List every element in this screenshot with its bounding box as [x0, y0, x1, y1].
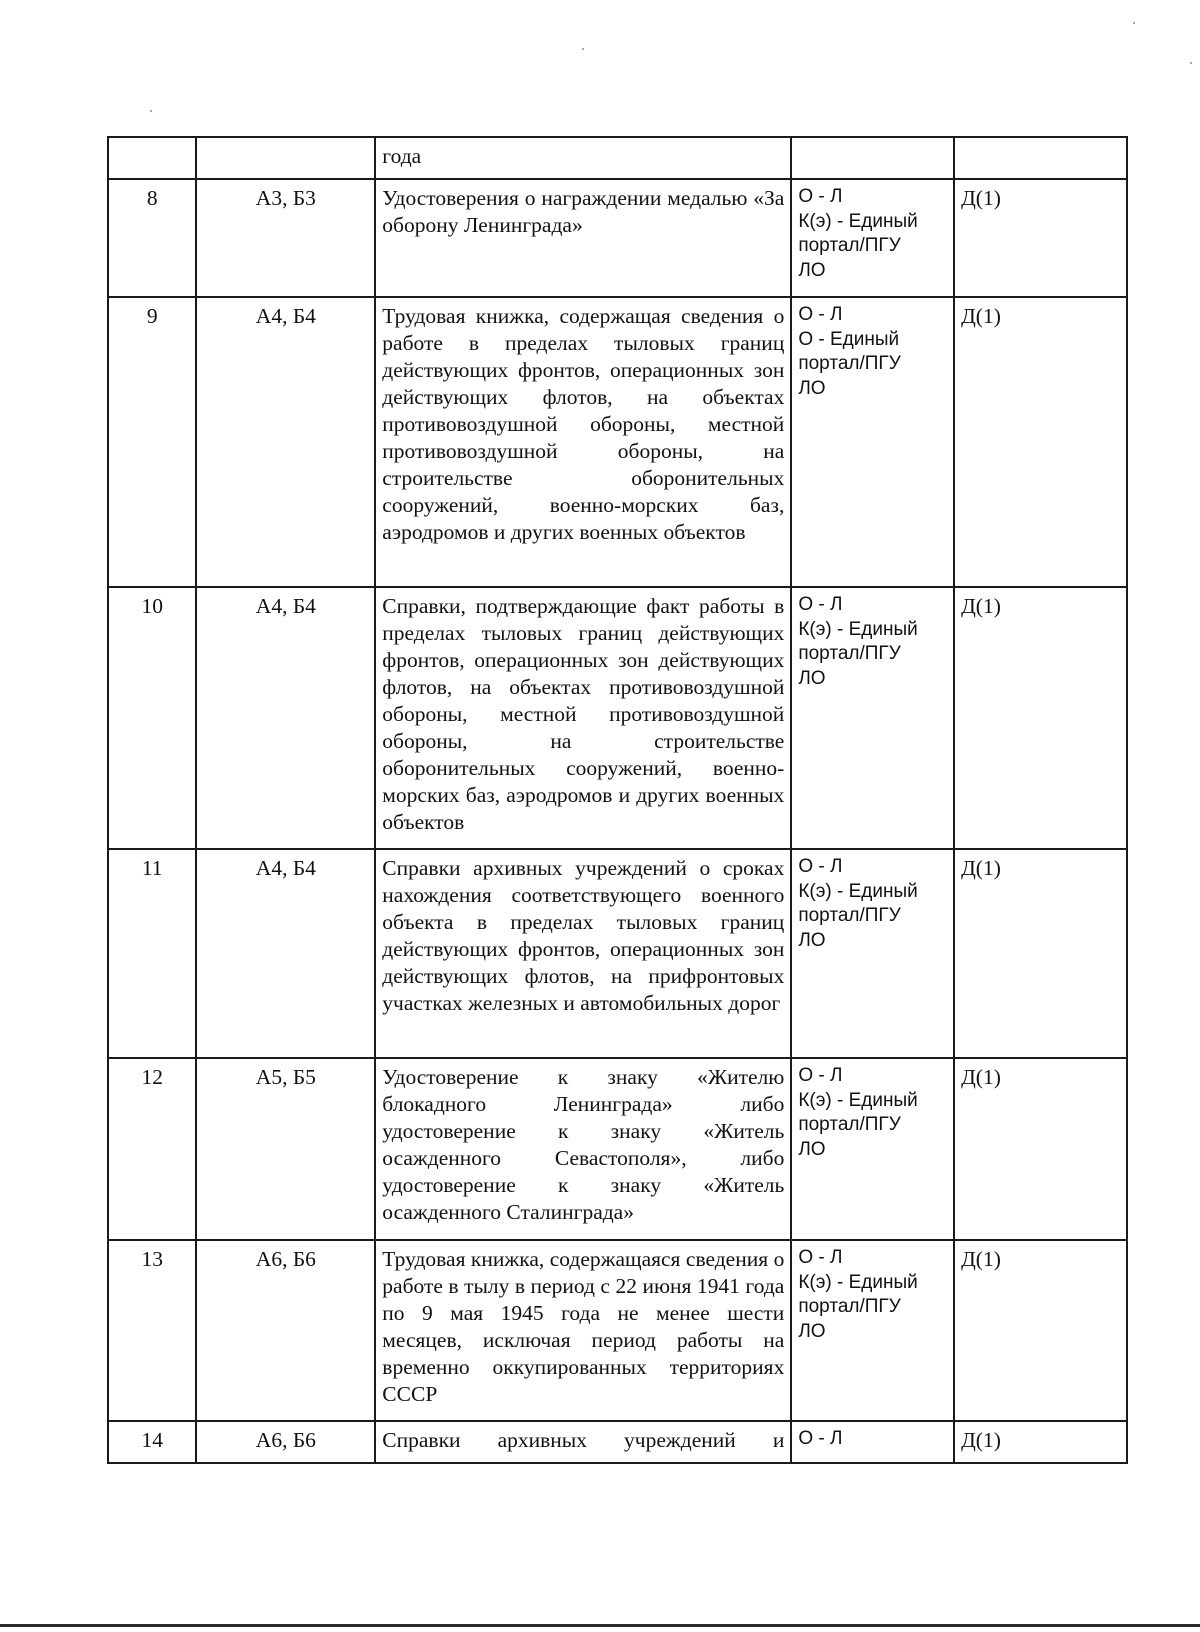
table-row — [108, 849, 1127, 1058]
form-line: ЛО — [798, 1320, 826, 1342]
row-note: Д(1) — [954, 849, 1127, 1058]
row-code: А4, Б4 — [196, 297, 375, 587]
row-document: Удостоверения о награждении медалью «За оборону Ленинграда» — [375, 179, 791, 297]
row-form — [791, 849, 954, 1058]
row-document: Удостоверение к знаку «Жителю блокадного Ленинграда» либо удостоверение к знаку «Житель осажденного Севастополя», либо удостоверение к знаку «Житель осажденного Сталинграда» — [375, 1058, 791, 1240]
row-document: Справки, подтверждающие факт работы в пределах тыловых границ действующих фронтов, операционных зон действующих флотов, на объектах противовоздушной обороны, местной противовоздушной обороны, на строительстве оборонительных сооружений, военно-морских баз, аэродромов и других военных объектов — [375, 587, 791, 849]
row-code: А6, Б6 — [196, 1421, 375, 1463]
table-row — [108, 587, 1127, 849]
row-document: Трудовая книжка, содержащая сведения о работе в пределах тыловых границ действующих фронтов, операционных зон действующих флотов, на объектах противовоздушной обороны, местной противовоздушной обороны, на строительстве оборонительных сооружений, военно-морских баз, аэродромов и других военных объектов — [375, 297, 791, 587]
form-line: портал/ПГУ — [798, 235, 901, 256]
form-line: О - Л — [798, 186, 843, 207]
row-note: Д(1) — [954, 1240, 1127, 1421]
form-line: ЛО — [798, 377, 826, 399]
row-code: А4, Б4 — [196, 849, 375, 1058]
form-line: ЛО — [798, 929, 826, 951]
row-note: Д(1) — [954, 1058, 1127, 1240]
scan-speck — [1190, 62, 1192, 64]
row-document: Трудовая книжка, содержащаяся сведения о работе в тылу в период с 22 июня 1941 года по 9 мая 1945 года не менее шести месяцев, исключая период работы на временно оккупированных территориях СССР — [375, 1240, 791, 1421]
row-form — [791, 137, 954, 179]
form-line: О - Л — [798, 594, 843, 615]
row-note: Д(1) — [954, 179, 1127, 297]
form-line: портал/ПГУ — [798, 643, 901, 664]
table-row — [108, 179, 1127, 297]
table-row — [108, 1240, 1127, 1421]
form-line: К(э) - Единый — [798, 618, 918, 640]
table-row — [108, 1058, 1127, 1240]
documents-table — [107, 136, 1128, 1464]
row-number: 9 — [108, 297, 196, 587]
row-document: Справки архивных учреждений и — [375, 1421, 791, 1463]
form-line: О - Единый — [798, 328, 900, 350]
row-number: 8 — [108, 179, 196, 297]
form-line: О - Л — [798, 856, 843, 877]
row-form — [791, 1421, 954, 1463]
row-note: Д(1) — [954, 1421, 1127, 1463]
form-line: О - Л — [798, 1428, 843, 1449]
table-row — [108, 1421, 1127, 1463]
table-row — [108, 297, 1127, 587]
row-form — [791, 179, 954, 297]
row-number: 11 — [108, 849, 196, 1058]
form-line: К(э) - Единый — [798, 1271, 918, 1293]
row-code: А3, Б3 — [196, 179, 375, 297]
row-form — [791, 297, 954, 587]
table-row — [108, 137, 1127, 179]
row-number: 14 — [108, 1421, 196, 1463]
scan-speck — [582, 48, 584, 50]
row-code: А4, Б4 — [196, 587, 375, 849]
row-note: Д(1) — [954, 297, 1127, 587]
row-form — [791, 1240, 954, 1421]
row-code: А5, Б5 — [196, 1058, 375, 1240]
scan-speck — [1133, 22, 1135, 24]
form-line: портал/ПГУ — [798, 1296, 901, 1317]
form-line: О - Л — [798, 1065, 843, 1086]
row-note — [954, 137, 1127, 179]
row-number: 13 — [108, 1240, 196, 1421]
form-line: ЛО — [798, 1138, 826, 1160]
form-line: К(э) - Единый — [798, 880, 918, 902]
scan-speck — [150, 110, 152, 112]
row-document: года — [375, 137, 791, 179]
form-line: ЛО — [798, 667, 826, 689]
row-code — [196, 137, 375, 179]
form-line: портал/ПГУ — [798, 353, 901, 374]
form-line: портал/ПГУ — [798, 905, 901, 926]
form-line: ЛО — [798, 259, 826, 281]
row-document: Справки архивных учреждений о сроках нахождения соответствующего военного объекта в пределах тыловых границ действующих фронтов, операционных зон действующих флотов, на прифронтовых участках железных и автомобильных дорог — [375, 849, 791, 1058]
row-note: Д(1) — [954, 587, 1127, 849]
row-number — [108, 137, 196, 179]
form-line: О - Л — [798, 1247, 843, 1268]
row-number: 10 — [108, 587, 196, 849]
form-line: О - Л — [798, 304, 843, 325]
row-number: 12 — [108, 1058, 196, 1240]
form-line: портал/ПГУ — [798, 1114, 901, 1135]
scan-edge-line — [0, 1624, 1200, 1627]
row-form — [791, 1058, 954, 1240]
row-code: А6, Б6 — [196, 1240, 375, 1421]
row-form — [791, 587, 954, 849]
form-line: К(э) - Единый — [798, 1089, 918, 1111]
form-line: К(э) - Единый — [798, 210, 918, 232]
